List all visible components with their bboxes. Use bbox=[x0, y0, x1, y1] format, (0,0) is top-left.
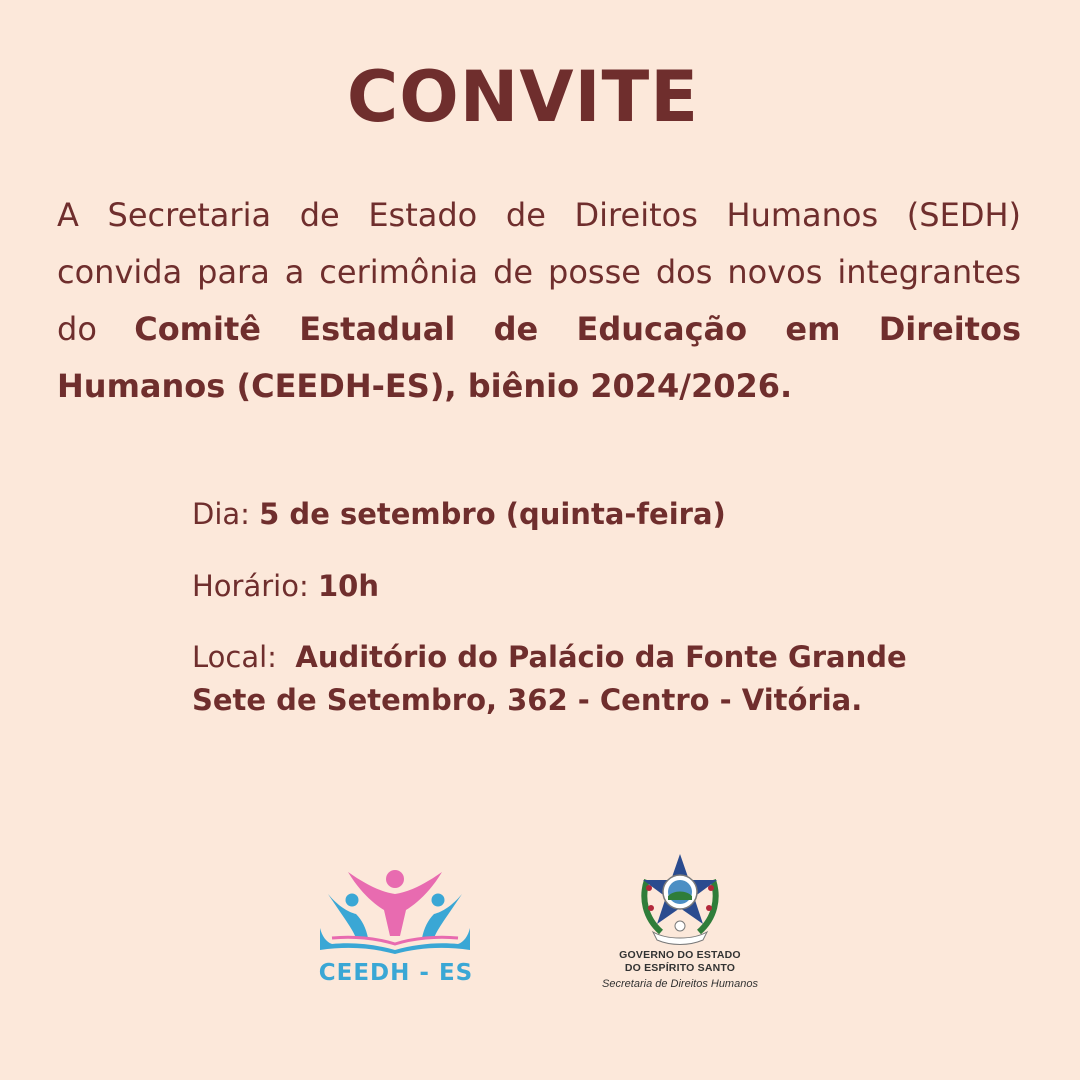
place-label: Local: bbox=[192, 640, 277, 674]
gov-department: Secretaria de Direitos Humanos bbox=[602, 978, 758, 990]
state-coat-of-arms-icon bbox=[637, 850, 723, 946]
event-address: Sete de Setembro, 362 - Centro - Vitória. bbox=[192, 683, 863, 717]
ceedh-emblem-icon bbox=[318, 866, 474, 958]
page-title: CONVITE bbox=[346, 56, 700, 138]
invitation-text-bold: Comitê Estadual de Educação em Direitos Humanos (CEEDH-ES), biênio 2024/2026. bbox=[57, 310, 1022, 405]
event-time bbox=[192, 565, 379, 608]
ceedh-logo bbox=[318, 866, 474, 996]
invitation-text-regular: A Secretaria de Estado de Direitos Humanos (SEDH) convida para a cerimônia de posse dos novos integrantes do bbox=[57, 196, 1021, 348]
gov-name-line2: DO ESPÍRITO SANTO bbox=[624, 962, 736, 974]
time-label: Horário: bbox=[192, 569, 309, 603]
gov-name-line1: GOVERNO DO ESTADO bbox=[619, 949, 741, 961]
place-value: Auditório do Palácio da Fonte Grande bbox=[295, 640, 907, 674]
time-value: 10h bbox=[317, 569, 379, 603]
day-value: 5 de setembro (quinta-feira) bbox=[259, 497, 726, 531]
government-logo bbox=[580, 850, 780, 1000]
day-label: Dia: bbox=[192, 497, 250, 531]
ceedh-logo-text: CEEDH - ES bbox=[318, 960, 474, 986]
event-day bbox=[192, 493, 726, 536]
invitation-text bbox=[57, 187, 1021, 415]
event-place bbox=[192, 636, 907, 679]
